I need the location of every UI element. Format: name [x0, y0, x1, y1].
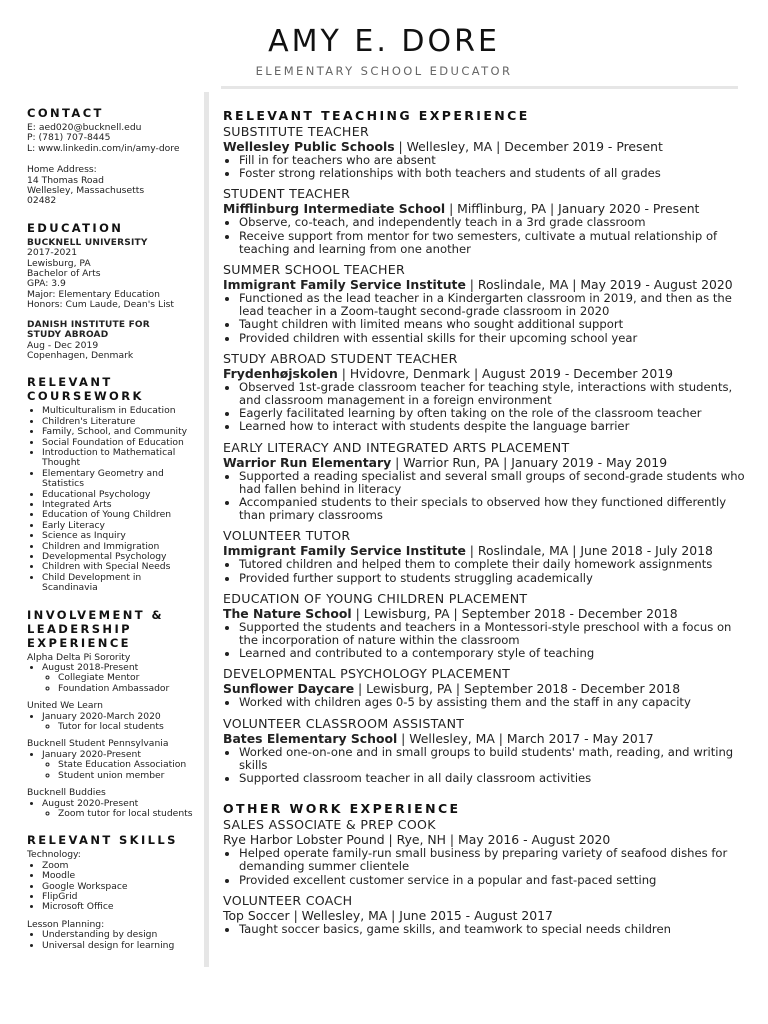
other-jobs	[223, 817, 748, 936]
job-bullet: • Receive support from mentor for two semesters, cultivate a mutual relationship of teaching and learning from one another	[239, 230, 748, 256]
job-org-line	[223, 277, 748, 292]
org-list	[27, 799, 197, 820]
org-date	[42, 799, 197, 820]
list-item: • Universal design for learning	[42, 941, 197, 951]
job-org-line: Top Soccer | Wellesley, MA | June 2015 - August 2017	[223, 907, 553, 923]
resume-header	[0, 22, 768, 78]
list-item: • Educational Psychology	[42, 490, 197, 500]
job-entry	[223, 351, 748, 434]
sidebar	[27, 106, 197, 965]
main-column	[223, 108, 748, 942]
skills-section	[27, 833, 197, 951]
teaching-jobs	[223, 124, 748, 785]
list-item: • Science as Inquiry	[42, 531, 197, 541]
role-item: ◦ State Education Association	[58, 760, 197, 770]
role-list	[42, 722, 197, 732]
school-name: DANISH INSTITUTE FOR	[27, 319, 150, 330]
job-entry	[223, 893, 748, 936]
column-divider	[204, 92, 209, 967]
job-bullets	[223, 696, 748, 709]
list-item: • Education of Young Children	[42, 510, 197, 520]
skills-heading: RELEVANT SKILLS	[27, 833, 178, 848]
job-org-line	[223, 366, 748, 381]
address-label: Home Address:	[27, 164, 97, 176]
role-item: ◦ Collegiate Mentor	[58, 673, 197, 683]
job-org-line	[223, 606, 748, 621]
job-entry	[223, 817, 748, 887]
job-org: Wellesley Public Schools	[223, 139, 395, 154]
list-item: • Elementary Geometry and Statistics	[42, 469, 197, 490]
job-org-line	[223, 455, 748, 470]
list-item: • Family, School, and Community	[42, 427, 197, 437]
education-detail: Copenhagen, Denmark	[27, 349, 134, 361]
job-org: Warrior Run Elementary	[223, 454, 392, 470]
job-bullet: • Worked with children ages 0-5 by assisting them and the staff in any capacity	[239, 696, 748, 709]
job-entry	[223, 528, 748, 584]
education-section	[27, 221, 197, 361]
job-org-line	[223, 731, 748, 746]
school-name: STUDY ABROAD	[27, 330, 109, 341]
job-entry	[223, 440, 748, 523]
job-org: Sunflower Daycare	[223, 681, 355, 697]
org-name: Bucknell Buddies	[27, 787, 106, 799]
address-line: 02482	[27, 195, 57, 207]
org-date-text: January 2020-March 2020	[42, 710, 161, 722]
education-heading: EDUCATION	[27, 220, 124, 235]
org-date	[42, 750, 197, 781]
job-bullet: • Learned how to interact with students despite the language barrier	[239, 420, 748, 433]
school-name: BUCKNELL UNIVERSITY	[27, 237, 148, 248]
skills-label: Technology:	[27, 849, 81, 861]
job-bullet: • Learned and contributed to a contemporary style of teaching	[239, 647, 748, 660]
job-bullet: • Accompanied students to their specials to observed how they functioned differently than primary classrooms	[239, 496, 748, 522]
job-org-line	[223, 201, 748, 216]
list-item: • Child Development in Scandinavia	[42, 573, 197, 594]
job-bullet: • Provided children with essential skills for their upcoming school year	[239, 332, 748, 345]
job-entry	[223, 666, 748, 709]
job-bullets	[223, 154, 748, 180]
job-bullet: • Taught children with limited means who sought additional support	[239, 318, 748, 331]
job-bullet: • Fill in for teachers who are absent	[239, 154, 748, 167]
job-entry	[223, 124, 748, 180]
coursework-section	[27, 375, 197, 593]
role-list	[42, 673, 197, 694]
job-bullets	[223, 292, 748, 345]
education-detail: Honors: Cum Laude, Dean's List	[27, 299, 175, 311]
org-date	[42, 663, 197, 694]
education-detail: Major: Elementary Education	[27, 288, 160, 300]
job-org: The Nature School	[223, 605, 352, 621]
org-name: Alpha Delta Pi Sorority	[27, 651, 131, 663]
contact-heading: CONTACT	[27, 106, 104, 120]
list-item: • Children and Immigration	[42, 542, 197, 552]
list-item: • Understanding by design	[42, 930, 197, 940]
role-item: ◦ Zoom tutor for local students	[58, 809, 197, 819]
list-item: • Multiculturalism in Education	[42, 406, 197, 416]
job-org: Mifflinburg Intermediate School	[223, 201, 446, 217]
skills-label: Lesson Planning:	[27, 918, 105, 930]
job-title: VOLUNTEER COACH	[223, 892, 353, 908]
involvement-section	[27, 608, 197, 820]
job-bullet: • Provided further support to students struggling academically	[239, 572, 748, 585]
candidate-name: AMY E. DORE	[268, 24, 500, 59]
job-bullets	[223, 621, 748, 661]
list-item: • Zoom	[42, 861, 197, 871]
job-location-date: | Lewisburg, PA | September 2018 - December 2018	[354, 681, 681, 697]
job-location-date: | Roslindale, MA | May 2019 - August 2020	[465, 277, 733, 293]
job-location-date: | Mifflinburg, PA | January 2020 - Present	[445, 201, 700, 217]
job-title: SUBSTITUTE TEACHER	[223, 124, 370, 139]
job-entry	[223, 262, 748, 345]
job-location-date: | Wellesley, MA | March 2017 - May 2017	[397, 730, 654, 746]
job-title: EDUCATION OF YOUNG CHILDREN PLACEMENT	[223, 590, 528, 606]
list-item: • Early Literacy	[42, 521, 197, 531]
job-org-line: Rye Harbor Lobster Pound | Rye, NH | May 2016 - August 2020	[223, 832, 611, 848]
list-item: • Developmental Psychology	[42, 552, 197, 562]
job-bullet: • Observe, co-teach, and independently teach in a 3rd grade classroom	[239, 216, 748, 229]
job-bullet: • Observed 1st-grade classroom teacher for teaching style, interactions with students, and classroom management in a foreign environment	[239, 381, 748, 407]
job-bullet: • Eagerly facilitated learning by often taking on the role of the classroom teacher	[239, 407, 748, 420]
job-location-date: | Hvidovre, Denmark | August 2019 - December 2019	[337, 365, 673, 381]
org-list	[27, 663, 197, 694]
job-bullet: • Foster strong relationships with both teachers and students of all grades	[239, 167, 748, 180]
candidate-title: ELEMENTARY SCHOOL EDUCATOR	[255, 64, 513, 78]
list-item: • Introduction to Mathematical Thought	[42, 448, 197, 469]
job-org-line	[223, 543, 748, 558]
list-item: • Moodle	[42, 871, 197, 881]
address-line: 14 Thomas Road	[27, 174, 105, 186]
org-date-text: August 2020-Present	[42, 797, 139, 809]
job-org: Immigrant Family Service Institute	[223, 277, 466, 293]
job-title: SALES ASSOCIATE & PREP COOK	[223, 817, 436, 833]
org-name: United We Learn	[27, 700, 103, 712]
role-item: ◦ Student union member	[58, 771, 197, 781]
teaching-heading: RELEVANT TEACHING EXPERIENCE	[223, 108, 530, 123]
job-bullets	[223, 558, 748, 584]
org-list	[27, 750, 197, 781]
job-title: SUMMER SCHOOL TEACHER	[223, 262, 406, 278]
tech-list	[27, 861, 197, 913]
lesson-list	[27, 930, 197, 951]
org-date	[42, 712, 197, 733]
job-org: Frydenhøjskolen	[223, 365, 338, 381]
job-bullet: • Functioned as the lead teacher in a Kindergarten classroom in 2019, and then as the lead teacher in a Zoom-taught second-grade classroom in 2020	[239, 292, 748, 318]
job-org-line	[223, 139, 748, 154]
other-heading: OTHER WORK EXPERIENCE	[223, 801, 461, 817]
contact-linkedin: L: www.linkedin.com/in/amy-dore	[27, 142, 180, 154]
job-bullets	[223, 470, 748, 523]
job-title: DEVELOPMENTAL PSYCHOLOGY PLACEMENT	[223, 666, 511, 682]
org-date-text: August 2018-Present	[42, 662, 139, 674]
list-item: • Integrated Arts	[42, 500, 197, 510]
job-bullets	[223, 847, 748, 887]
job-entry	[223, 716, 748, 786]
list-item: • Children with Special Needs	[42, 562, 197, 572]
job-bullet: • Taught soccer basics, game skills, and teamwork to special needs children	[239, 923, 748, 936]
list-item: • Google Workspace	[42, 882, 197, 892]
role-list	[42, 760, 197, 781]
job-org-line	[223, 681, 748, 696]
job-bullets	[223, 746, 748, 786]
contact-phone: P: (781) 707-8445	[27, 132, 111, 144]
org-list	[27, 712, 197, 733]
job-title: STUDENT TEACHER	[223, 186, 351, 202]
job-location-date: | Wellesley, MA | December 2019 - Present	[394, 139, 663, 154]
job-bullet: • Tutored children and helped them to complete their daily homework assignments	[239, 558, 748, 571]
education-detail: Aug - Dec 2019	[27, 339, 99, 351]
job-org: Bates Elementary School	[223, 730, 398, 746]
contact-section	[27, 106, 197, 207]
job-title: STUDY ABROAD STUDENT TEACHER	[223, 350, 458, 366]
job-org: Immigrant Family Service Institute	[223, 543, 466, 559]
job-location-date: | Warrior Run, PA | January 2019 - May 2019	[391, 454, 668, 470]
contact-email: E: aed020@bucknell.edu	[27, 122, 142, 133]
involvement-heading: INVOLVEMENT &	[27, 607, 164, 622]
list-item: • Children's Literature	[42, 417, 197, 427]
address-line: Wellesley, Massachusetts	[27, 185, 145, 197]
job-title: VOLUNTEER CLASSROOM ASSISTANT	[223, 715, 465, 731]
coursework-heading: COURSEWORK	[27, 389, 144, 404]
job-bullets	[223, 923, 748, 936]
job-location-date: | Roslindale, MA | June 2018 - July 2018	[465, 543, 713, 559]
coursework-heading: RELEVANT	[27, 375, 113, 390]
education-detail: GPA: 3.9	[27, 278, 66, 290]
role-list	[42, 809, 197, 819]
job-bullet: • Supported a reading specialist and several small groups of second-grade students who had fallen behind in literacy	[239, 470, 748, 496]
list-item: • Social Foundation of Education	[42, 438, 197, 448]
job-location-date: | Lewisburg, PA | September 2018 - December 2018	[351, 605, 678, 621]
job-title: EARLY LITERACY AND INTEGRATED ARTS PLACEMENT	[223, 439, 570, 455]
org-name: Bucknell Student Pennsylvania	[27, 738, 169, 750]
job-bullet: • Worked one-on-one and in small groups to build students' math, reading, and writing skills	[239, 746, 748, 772]
education-detail: Lewisburg, PA	[27, 257, 91, 269]
list-item: • Microsoft Office	[42, 902, 197, 912]
job-bullet: • Helped operate family-run small business by preparing variety of seafood dishes for demanding summer clientele	[239, 847, 748, 873]
job-bullet: • Supported the students and teachers in a Montessori-style preschool with a focus on the incorporation of nature within the classroom	[239, 621, 748, 647]
header-divider	[221, 86, 738, 89]
org-date-text: January 2020-Present	[42, 748, 141, 760]
role-item: ◦ Foundation Ambassador	[58, 684, 197, 694]
job-title: VOLUNTEER TUTOR	[223, 528, 351, 544]
coursework-list	[27, 406, 197, 593]
role-item: ◦ Tutor for local students	[58, 722, 197, 732]
job-bullets	[223, 216, 748, 256]
list-item: • FlipGrid	[42, 892, 197, 902]
job-entry	[223, 186, 748, 256]
job-bullet: • Supported classroom teacher in all daily classroom activities	[239, 772, 748, 785]
education-detail: 2017-2021	[27, 247, 78, 259]
involvement-heading: LEADERSHIP	[27, 621, 132, 636]
education-detail: Bachelor of Arts	[27, 268, 101, 280]
job-entry	[223, 591, 748, 661]
job-bullets	[223, 381, 748, 434]
involvement-heading: EXPERIENCE	[27, 635, 131, 650]
job-bullet: • Provided excellent customer service in a popular and fast-paced setting	[239, 874, 748, 887]
